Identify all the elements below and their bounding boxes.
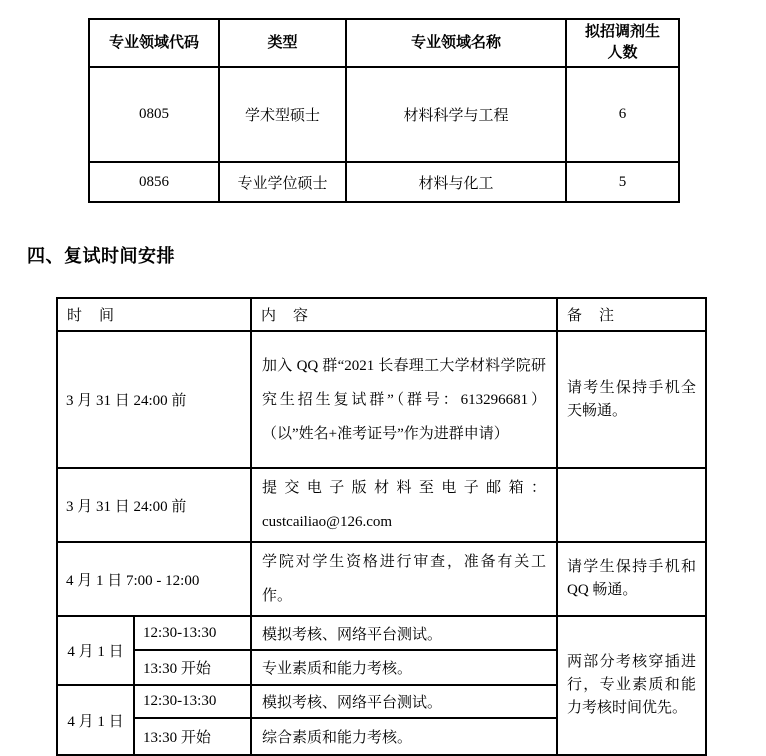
schedule-header-time: 时 间 — [57, 298, 251, 331]
schedule-content-cell: 综合素质和能力考核。 — [251, 718, 557, 755]
schedule-time-cell: 3 月 31 日 24:00 前 — [57, 331, 251, 468]
quota-header-row — [89, 19, 679, 67]
schedule-time-cell: 3 月 31 日 24:00 前 — [57, 468, 251, 542]
schedule-slot-time-cell: 12:30-13:30 — [134, 685, 251, 718]
quota-table — [88, 18, 680, 203]
schedule-header-row — [57, 298, 706, 331]
quota-count-cell: 5 — [566, 162, 679, 202]
schedule-date-cell: 4 月 1 日 — [57, 616, 134, 685]
schedule-header-note: 备 注 — [557, 298, 706, 331]
quota-row — [89, 162, 679, 202]
schedule-table — [56, 297, 707, 756]
schedule-row-group1-slot1 — [57, 616, 706, 650]
schedule-slot-time-cell: 13:30 开始 — [134, 718, 251, 755]
quota-code-cell: 0856 — [89, 162, 219, 202]
quota-field-name-cell: 材料与化工 — [346, 162, 566, 202]
quota-header-quota: 拟招调剂生人数 — [566, 19, 679, 67]
schedule-content-cell: 加入 QQ 群“2021 长春理工大学材料学院研究生招生复试群”（群号：613296681）（以”姓名+准考证号”作为进群申请） — [251, 331, 557, 468]
schedule-row-qualification-review — [57, 542, 706, 616]
schedule-header-content: 内 容 — [251, 298, 557, 331]
schedule-slot-time-cell: 12:30-13:30 — [134, 616, 251, 650]
schedule-note-cell — [557, 468, 706, 542]
quota-row — [89, 67, 679, 162]
quota-field-name-cell: 材料科学与工程 — [346, 67, 566, 162]
schedule-note-cell: 请考生保持手机全天畅通。 — [557, 331, 706, 468]
schedule-date-cell: 4 月 1 日 — [57, 685, 134, 755]
schedule-content-cell: 学院对学生资格进行审查，准备有关工作。 — [251, 542, 557, 616]
quota-count-cell: 6 — [566, 67, 679, 162]
schedule-slot-time-cell: 13:30 开始 — [134, 650, 251, 685]
schedule-time-cell: 4 月 1 日 7:00 - 12:00 — [57, 542, 251, 616]
quota-header-field-name: 专业领域名称 — [346, 19, 566, 67]
schedule-merged-note-cell: 两部分考核穿插进行，专业素质和能力考核时间优先。 — [557, 616, 706, 755]
quota-code-cell: 0805 — [89, 67, 219, 162]
schedule-content-cell: 模拟考核、网络平台测试。 — [251, 685, 557, 718]
schedule-content-cell: 专业素质和能力考核。 — [251, 650, 557, 685]
quota-header-type: 类型 — [219, 19, 346, 67]
quota-type-cell: 学术型硕士 — [219, 67, 346, 162]
schedule-row-qq-group — [57, 331, 706, 468]
schedule-content-cell: 模拟考核、网络平台测试。 — [251, 616, 557, 650]
schedule-content-cell: 提交电子版材料至电子邮箱：custcailiao@126.com — [251, 468, 557, 542]
quota-type-cell: 专业学位硕士 — [219, 162, 346, 202]
schedule-row-submit-materials — [57, 468, 706, 542]
section-heading: 四、复试时间安排 — [27, 246, 175, 266]
quota-header-code: 专业领域代码 — [89, 19, 219, 67]
schedule-note-cell: 请学生保持手机和 QQ 畅通。 — [557, 542, 706, 616]
